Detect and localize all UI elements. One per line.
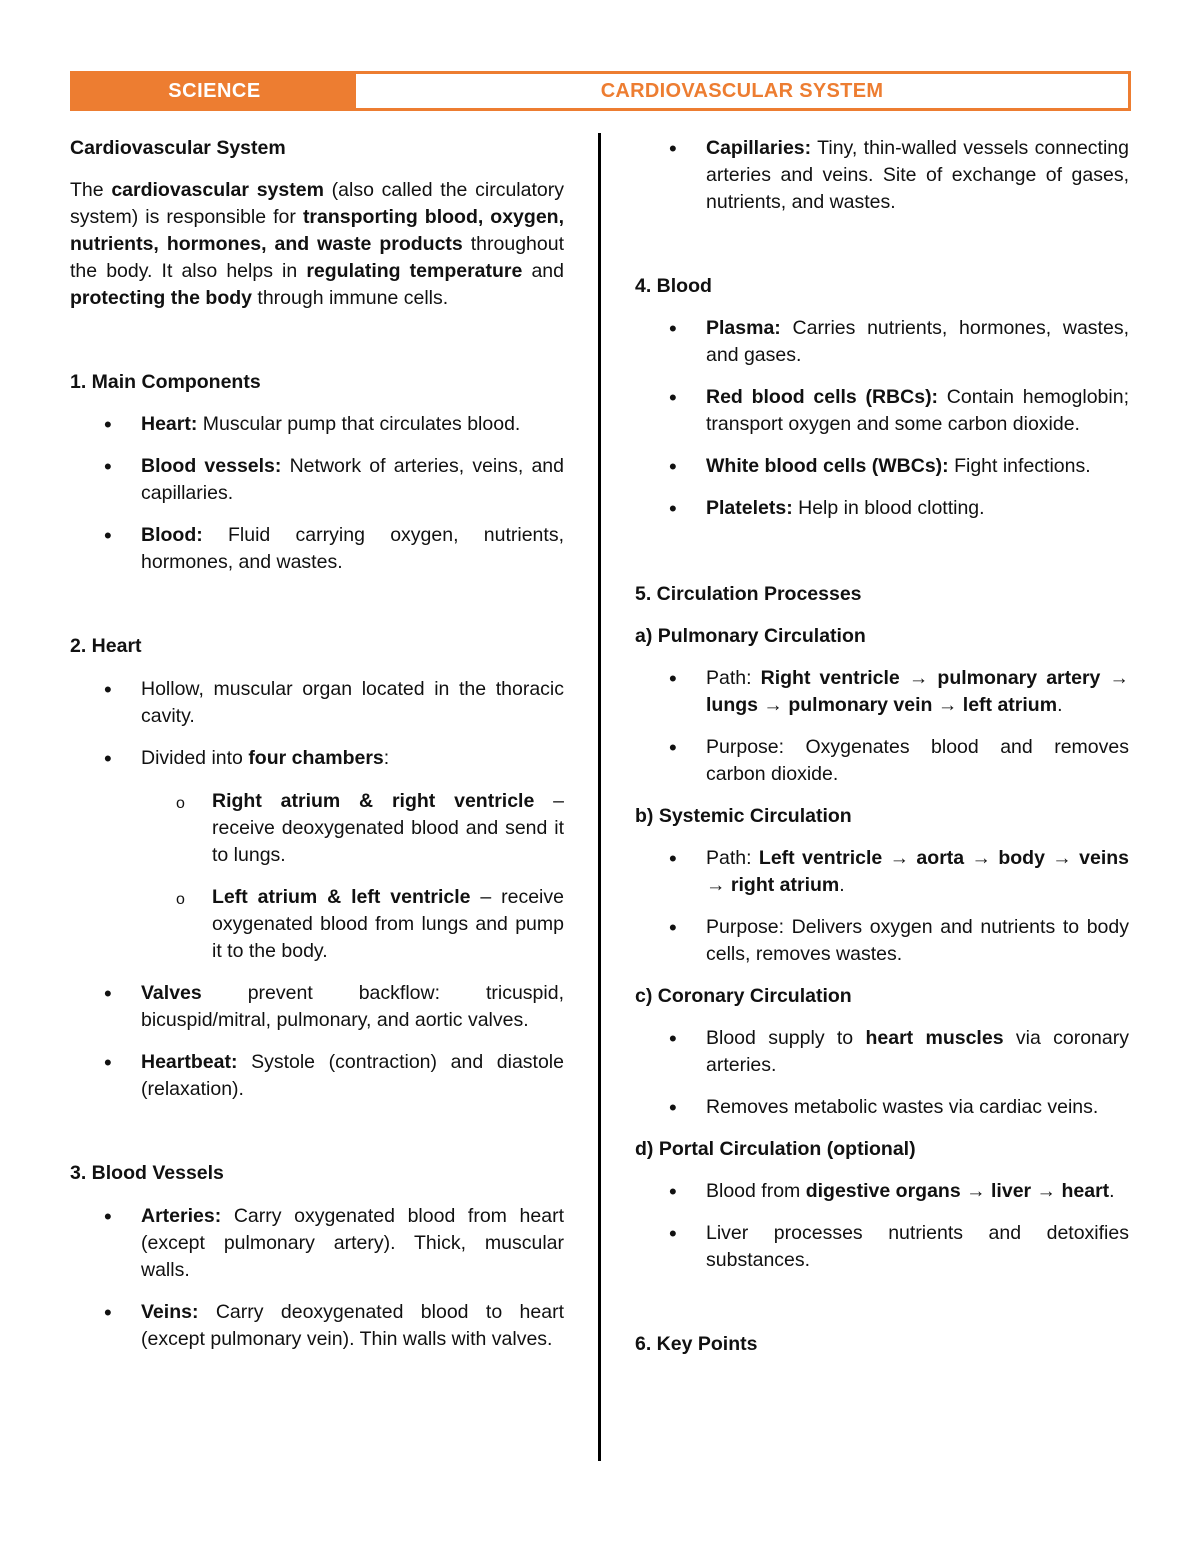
list-item: • Veins: Carry deoxygenated blood to heart (except pulmonary vein). Thin walls with valves.: [70, 1299, 564, 1353]
blood-list: [635, 315, 1129, 522]
topic-title: CARDIOVASCULAR SYSTEM: [600, 79, 884, 102]
sub-list-item: o Left atrium & left ventricle – receive oxygenated blood from lungs and pump it to the body.: [70, 884, 564, 965]
list-item: • Plasma: Carries nutrients, hormones, wastes, and gases.: [635, 315, 1129, 369]
portal-list: [635, 1178, 1129, 1274]
section-heading-key-points: 6. Key Points: [635, 1333, 758, 1355]
section-heading-blood: 4. Blood: [635, 275, 712, 297]
heart-list-continued: [70, 980, 564, 1103]
left-column: [70, 134, 564, 1353]
page-header: [70, 71, 1131, 111]
column-divider: [598, 133, 601, 1461]
list-item: • Blood supply to heart muscles via coronary arteries.: [635, 1025, 1129, 1079]
section-heading-heart: 2. Heart: [70, 635, 142, 657]
list-item: • Blood: Fluid carrying oxygen, nutrients, hormones, and wastes.: [70, 522, 564, 576]
list-item: • Red blood cells (RBCs): Contain hemoglobin; transport oxygen and some carbon dioxide.: [635, 384, 1129, 438]
subject-label: SCIENCE: [73, 74, 356, 108]
list-item: • Path: Right ventricle → pulmonary artery → lungs → pulmonary vein → left atrium.: [635, 665, 1129, 719]
list-item: • Heartbeat: Systole (contraction) and diastole (relaxation).: [70, 1049, 564, 1103]
section-heading-blood-vessels: 3. Blood Vessels: [70, 1162, 224, 1184]
list-item: • Valves prevent backflow: tricuspid, bicuspid/mitral, pulmonary, and aortic valves.: [70, 980, 564, 1034]
intro-paragraph: The cardiovascular system (also called the circulatory system) is responsible for transporting blood, oxygen, nutrients, hormones, and waste products throughout the body. It also helps in regulating temperature and protecting the body through immune cells.: [70, 179, 564, 309]
list-item: • Blood vessels: Network of arteries, veins, and capillaries.: [70, 453, 564, 507]
list-item: • Heart: Muscular pump that circulates blood.: [70, 411, 564, 438]
list-item: • White blood cells (WBCs): Fight infections.: [635, 453, 1129, 480]
sub-list-item: o Right atrium & right ventricle – receive deoxygenated blood and send it to lungs.: [70, 788, 564, 869]
list-item: • Purpose: Delivers oxygen and nutrients to body cells, removes wastes.: [635, 914, 1129, 968]
list-item: • Hollow, muscular organ located in the thoracic cavity.: [70, 676, 564, 730]
list-item: • Path: Left ventricle → aorta → body → veins → right atrium.: [635, 845, 1129, 899]
right-column: [635, 134, 1129, 1358]
subheading-pulmonary: a) Pulmonary Circulation: [635, 625, 866, 647]
pulmonary-list: [635, 665, 1129, 788]
subheading-systemic: b) Systemic Circulation: [635, 805, 852, 827]
list-item: • Platelets: Help in blood clotting.: [635, 495, 1129, 522]
blood-vessels-list: [70, 1203, 564, 1353]
main-components-list: [70, 411, 564, 576]
section-heading-circulation: 5. Circulation Processes: [635, 583, 862, 605]
section-heading-main-components: 1. Main Components: [70, 371, 261, 393]
list-item: • Removes metabolic wastes via cardiac veins.: [635, 1094, 1129, 1121]
list-item: • Capillaries: Tiny, thin-walled vessels connecting arteries and veins. Site of exchange of gases, nutrients, and wastes.: [635, 135, 1129, 216]
systemic-list: [635, 845, 1129, 968]
subheading-portal: d) Portal Circulation (optional): [635, 1138, 916, 1160]
subheading-coronary: c) Coronary Circulation: [635, 985, 852, 1007]
list-item: • Liver processes nutrients and detoxifies substances.: [635, 1220, 1129, 1274]
heart-list: [70, 676, 564, 772]
coronary-list: [635, 1025, 1129, 1121]
chambers-sublist: [70, 788, 564, 965]
intro-heading: Cardiovascular System: [70, 137, 286, 159]
blood-vessels-list-continued: [635, 135, 1129, 216]
list-item: • Purpose: Oxygenates blood and removes carbon dioxide.: [635, 734, 1129, 788]
list-item: • Blood from digestive organs → liver → heart.: [635, 1178, 1129, 1205]
list-item: • Divided into four chambers:: [70, 745, 564, 772]
list-item: • Arteries: Carry oxygenated blood from heart (except pulmonary artery). Thick, muscular walls.: [70, 1203, 564, 1284]
